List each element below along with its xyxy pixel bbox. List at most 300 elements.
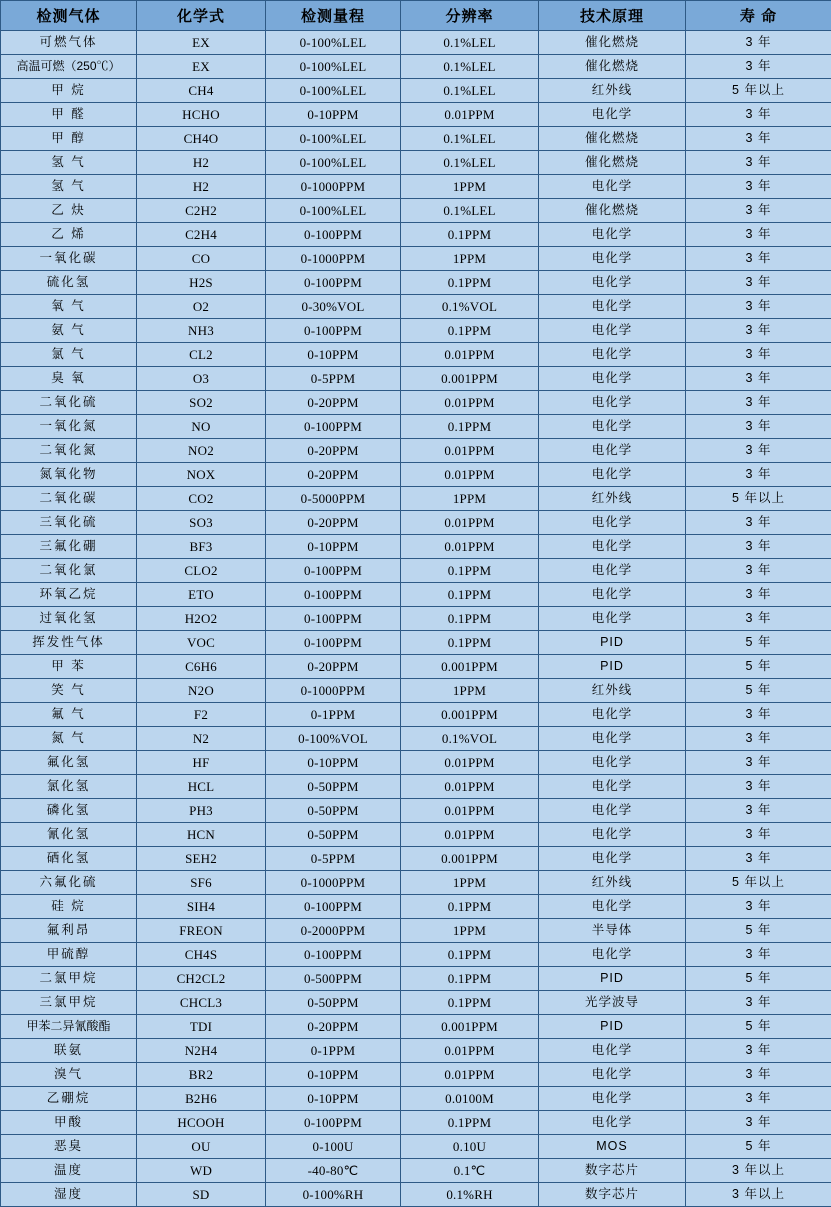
cell-gas-name: 一氧化碳 xyxy=(1,247,137,271)
cell-life: 3 年 xyxy=(686,223,831,247)
cell-formula: C2H4 xyxy=(137,223,266,247)
cell-formula: NO2 xyxy=(137,439,266,463)
cell-formula: NH3 xyxy=(137,319,266,343)
cell-range: 0-100PPM xyxy=(266,631,401,655)
cell-gas-name: 甲苯二异氰酸酯 xyxy=(1,1015,137,1039)
table-row xyxy=(1,895,831,919)
cell-life: 3 年 xyxy=(686,991,831,1015)
cell-gas-name: 恶臭 xyxy=(1,1135,137,1159)
cell-resolution: 0.01PPM xyxy=(401,511,539,535)
table-row xyxy=(1,271,831,295)
cell-formula: H2O2 xyxy=(137,607,266,631)
cell-principle: PID xyxy=(539,967,686,991)
cell-principle: 催化燃烧 xyxy=(539,55,686,79)
cell-principle: 电化学 xyxy=(539,1063,686,1087)
cell-principle: 电化学 xyxy=(539,799,686,823)
cell-formula: NOX xyxy=(137,463,266,487)
column-header-gas: 检测气体 xyxy=(1,1,137,31)
cell-life: 3 年 xyxy=(686,127,831,151)
cell-range: 0-20PPM xyxy=(266,463,401,487)
cell-range: 0-50PPM xyxy=(266,991,401,1015)
table-row xyxy=(1,919,831,943)
cell-principle: 电化学 xyxy=(539,583,686,607)
cell-principle: 红外线 xyxy=(539,487,686,511)
table-row xyxy=(1,727,831,751)
cell-resolution: 0.001PPM xyxy=(401,703,539,727)
cell-resolution: 1PPM xyxy=(401,175,539,199)
cell-range: 0-10PPM xyxy=(266,103,401,127)
cell-life: 3 年 xyxy=(686,415,831,439)
cell-principle: 催化燃烧 xyxy=(539,199,686,223)
cell-resolution: 0.1%LEL xyxy=(401,31,539,55)
table-row xyxy=(1,1159,831,1183)
cell-life: 3 年 xyxy=(686,367,831,391)
table-row xyxy=(1,847,831,871)
cell-range: -40-80℃ xyxy=(266,1159,401,1183)
cell-life: 3 年 xyxy=(686,1111,831,1135)
cell-gas-name: 甲硫醇 xyxy=(1,943,137,967)
cell-gas-name: 可燃气体 xyxy=(1,31,137,55)
cell-principle: PID xyxy=(539,631,686,655)
table-row xyxy=(1,55,831,79)
cell-range: 0-500PPM xyxy=(266,967,401,991)
cell-formula: H2 xyxy=(137,175,266,199)
cell-resolution: 1PPM xyxy=(401,487,539,511)
cell-range: 0-1000PPM xyxy=(266,871,401,895)
cell-principle: 电化学 xyxy=(539,319,686,343)
cell-principle: 催化燃烧 xyxy=(539,127,686,151)
table-row xyxy=(1,943,831,967)
cell-range: 0-100PPM xyxy=(266,943,401,967)
cell-gas-name: 二氧化硫 xyxy=(1,391,137,415)
column-header-life: 寿 命 xyxy=(686,1,831,31)
cell-formula: B2H6 xyxy=(137,1087,266,1111)
cell-range: 0-5000PPM xyxy=(266,487,401,511)
cell-resolution: 0.1PPM xyxy=(401,607,539,631)
column-header-resolution: 分辨率 xyxy=(401,1,539,31)
table-row xyxy=(1,1087,831,1111)
cell-life: 3 年 xyxy=(686,1039,831,1063)
cell-gas-name: 甲酸 xyxy=(1,1111,137,1135)
cell-range: 0-20PPM xyxy=(266,391,401,415)
cell-formula: C6H6 xyxy=(137,655,266,679)
cell-range: 0-100%RH xyxy=(266,1183,401,1207)
table-row xyxy=(1,79,831,103)
cell-life: 3 年 xyxy=(686,31,831,55)
cell-principle: 电化学 xyxy=(539,367,686,391)
cell-formula: F2 xyxy=(137,703,266,727)
table-row xyxy=(1,319,831,343)
table-row xyxy=(1,1135,831,1159)
cell-range: 0-100%LEL xyxy=(266,127,401,151)
cell-formula: HF xyxy=(137,751,266,775)
cell-principle: 电化学 xyxy=(539,271,686,295)
cell-formula: CH4 xyxy=(137,79,266,103)
table-row xyxy=(1,775,831,799)
cell-life: 5 年 xyxy=(686,919,831,943)
cell-life: 3 年 xyxy=(686,319,831,343)
cell-gas-name: 氟 气 xyxy=(1,703,137,727)
cell-gas-name: 甲 苯 xyxy=(1,655,137,679)
cell-formula: NO xyxy=(137,415,266,439)
cell-formula: SF6 xyxy=(137,871,266,895)
table-row xyxy=(1,871,831,895)
cell-formula: FREON xyxy=(137,919,266,943)
cell-principle: 电化学 xyxy=(539,103,686,127)
cell-life: 5 年 xyxy=(686,1135,831,1159)
table-header xyxy=(1,1,831,31)
cell-formula: H2S xyxy=(137,271,266,295)
cell-resolution: 0.001PPM xyxy=(401,1015,539,1039)
cell-gas-name: 三氧化硫 xyxy=(1,511,137,535)
cell-gas-name: 氮氧化物 xyxy=(1,463,137,487)
cell-range: 0-100PPM xyxy=(266,1111,401,1135)
cell-resolution: 0.1PPM xyxy=(401,895,539,919)
cell-resolution: 0.01PPM xyxy=(401,343,539,367)
cell-life: 3 年以上 xyxy=(686,1183,831,1207)
cell-life: 3 年 xyxy=(686,943,831,967)
cell-range: 0-2000PPM xyxy=(266,919,401,943)
cell-gas-name: 乙硼烷 xyxy=(1,1087,137,1111)
cell-range: 0-50PPM xyxy=(266,775,401,799)
cell-resolution: 0.1%LEL xyxy=(401,79,539,103)
cell-principle: 电化学 xyxy=(539,391,686,415)
cell-range: 0-10PPM xyxy=(266,343,401,367)
cell-life: 3 年 xyxy=(686,583,831,607)
table-row xyxy=(1,295,831,319)
cell-gas-name: 氢 气 xyxy=(1,151,137,175)
cell-principle: 电化学 xyxy=(539,295,686,319)
cell-gas-name: 温度 xyxy=(1,1159,137,1183)
cell-principle: 电化学 xyxy=(539,343,686,367)
cell-resolution: 0.001PPM xyxy=(401,655,539,679)
cell-life: 5 年以上 xyxy=(686,871,831,895)
cell-resolution: 0.01PPM xyxy=(401,103,539,127)
cell-gas-name: 二氧化氯 xyxy=(1,559,137,583)
table-row xyxy=(1,367,831,391)
cell-gas-name: 一氧化氮 xyxy=(1,415,137,439)
cell-formula: C2H2 xyxy=(137,199,266,223)
cell-principle: 电化学 xyxy=(539,175,686,199)
cell-range: 0-1000PPM xyxy=(266,679,401,703)
cell-principle: 电化学 xyxy=(539,943,686,967)
cell-formula: TDI xyxy=(137,1015,266,1039)
cell-life: 3 年 xyxy=(686,175,831,199)
cell-range: 0-100PPM xyxy=(266,607,401,631)
table-row xyxy=(1,343,831,367)
cell-gas-name: 湿度 xyxy=(1,1183,137,1207)
cell-gas-name: 溴气 xyxy=(1,1063,137,1087)
cell-principle: 电化学 xyxy=(539,1087,686,1111)
cell-life: 3 年 xyxy=(686,343,831,367)
cell-range: 0-100%VOL xyxy=(266,727,401,751)
cell-range: 0-20PPM xyxy=(266,655,401,679)
cell-resolution: 1PPM xyxy=(401,919,539,943)
cell-range: 0-100PPM xyxy=(266,319,401,343)
cell-range: 0-50PPM xyxy=(266,799,401,823)
cell-gas-name: 甲 烷 xyxy=(1,79,137,103)
cell-principle: 电化学 xyxy=(539,439,686,463)
table-header-row xyxy=(1,1,831,31)
cell-gas-name: 氰化氢 xyxy=(1,823,137,847)
column-header-principle: 技术原理 xyxy=(539,1,686,31)
table-row xyxy=(1,463,831,487)
cell-life: 3 年 xyxy=(686,199,831,223)
cell-formula: SEH2 xyxy=(137,847,266,871)
cell-gas-name: 氢 气 xyxy=(1,175,137,199)
cell-gas-name: 笑 气 xyxy=(1,679,137,703)
cell-gas-name: 二氯甲烷 xyxy=(1,967,137,991)
cell-life: 3 年 xyxy=(686,1063,831,1087)
cell-resolution: 0.001PPM xyxy=(401,847,539,871)
table-row xyxy=(1,1183,831,1207)
table-row xyxy=(1,799,831,823)
cell-principle: PID xyxy=(539,1015,686,1039)
cell-resolution: 0.10U xyxy=(401,1135,539,1159)
cell-formula: PH3 xyxy=(137,799,266,823)
cell-range: 0-100PPM xyxy=(266,415,401,439)
cell-resolution: 0.01PPM xyxy=(401,799,539,823)
cell-resolution: 0.1%VOL xyxy=(401,295,539,319)
cell-principle: 电化学 xyxy=(539,847,686,871)
column-header-formula: 化学式 xyxy=(137,1,266,31)
cell-life: 5 年 xyxy=(686,1015,831,1039)
cell-formula: N2H4 xyxy=(137,1039,266,1063)
cell-formula: CH4O xyxy=(137,127,266,151)
cell-principle: 红外线 xyxy=(539,871,686,895)
cell-principle: 催化燃烧 xyxy=(539,31,686,55)
table-row xyxy=(1,751,831,775)
table-row xyxy=(1,679,831,703)
cell-gas-name: 乙 炔 xyxy=(1,199,137,223)
cell-life: 3 年 xyxy=(686,1087,831,1111)
cell-life: 5 年以上 xyxy=(686,79,831,103)
cell-principle: PID xyxy=(539,655,686,679)
cell-life: 3 年 xyxy=(686,103,831,127)
cell-principle: 红外线 xyxy=(539,79,686,103)
cell-formula: OU xyxy=(137,1135,266,1159)
cell-principle: 电化学 xyxy=(539,559,686,583)
cell-range: 0-100PPM xyxy=(266,271,401,295)
table-row xyxy=(1,415,831,439)
cell-principle: 催化燃烧 xyxy=(539,151,686,175)
cell-life: 5 年 xyxy=(686,967,831,991)
cell-gas-name: 硅 烷 xyxy=(1,895,137,919)
cell-life: 3 年 xyxy=(686,391,831,415)
cell-formula: N2O xyxy=(137,679,266,703)
cell-gas-name: 联氨 xyxy=(1,1039,137,1063)
cell-life: 3 年 xyxy=(686,751,831,775)
cell-gas-name: 氯化氢 xyxy=(1,775,137,799)
cell-life: 3 年 xyxy=(686,607,831,631)
cell-gas-name: 二氧化氮 xyxy=(1,439,137,463)
cell-range: 0-100PPM xyxy=(266,895,401,919)
cell-gas-name: 三氟化硼 xyxy=(1,535,137,559)
table-row xyxy=(1,487,831,511)
table-row xyxy=(1,631,831,655)
table-row xyxy=(1,583,831,607)
table-row xyxy=(1,967,831,991)
cell-formula: HCN xyxy=(137,823,266,847)
cell-principle: 电化学 xyxy=(539,823,686,847)
cell-formula: HCOOH xyxy=(137,1111,266,1135)
cell-life: 5 年 xyxy=(686,655,831,679)
cell-formula: CH4S xyxy=(137,943,266,967)
cell-range: 0-100%LEL xyxy=(266,79,401,103)
table-row xyxy=(1,511,831,535)
cell-principle: 电化学 xyxy=(539,1039,686,1063)
cell-gas-name: 氯 气 xyxy=(1,343,137,367)
cell-life: 3 年 xyxy=(686,439,831,463)
cell-life: 3 年 xyxy=(686,463,831,487)
cell-range: 0-10PPM xyxy=(266,1063,401,1087)
cell-life: 3 年 xyxy=(686,727,831,751)
table-row xyxy=(1,391,831,415)
cell-range: 0-100PPM xyxy=(266,223,401,247)
cell-range: 0-20PPM xyxy=(266,511,401,535)
table-row xyxy=(1,991,831,1015)
cell-resolution: 0.01PPM xyxy=(401,751,539,775)
table-row xyxy=(1,199,831,223)
table-row xyxy=(1,175,831,199)
cell-formula: SD xyxy=(137,1183,266,1207)
cell-gas-name: 氨 气 xyxy=(1,319,137,343)
cell-principle: 电化学 xyxy=(539,463,686,487)
cell-principle: 电化学 xyxy=(539,607,686,631)
cell-resolution: 0.01PPM xyxy=(401,1039,539,1063)
cell-formula: SIH4 xyxy=(137,895,266,919)
cell-resolution: 0.1PPM xyxy=(401,559,539,583)
table-row xyxy=(1,607,831,631)
cell-life: 3 年 xyxy=(686,247,831,271)
cell-range: 0-100%LEL xyxy=(266,31,401,55)
cell-gas-name: 二氧化碳 xyxy=(1,487,137,511)
cell-resolution: 0.1PPM xyxy=(401,991,539,1015)
cell-resolution: 0.1PPM xyxy=(401,415,539,439)
cell-life: 5 年 xyxy=(686,679,831,703)
table-row xyxy=(1,439,831,463)
cell-resolution: 0.01PPM xyxy=(401,535,539,559)
cell-resolution: 0.1PPM xyxy=(401,223,539,247)
cell-resolution: 0.01PPM xyxy=(401,463,539,487)
cell-resolution: 0.1%LEL xyxy=(401,55,539,79)
cell-gas-name: 臭 氧 xyxy=(1,367,137,391)
cell-principle: 电化学 xyxy=(539,703,686,727)
cell-formula: CH2CL2 xyxy=(137,967,266,991)
table-row xyxy=(1,559,831,583)
table-body xyxy=(1,31,831,1207)
cell-range: 0-1PPM xyxy=(266,1039,401,1063)
cell-resolution: 1PPM xyxy=(401,871,539,895)
cell-formula: CHCL3 xyxy=(137,991,266,1015)
cell-gas-name: 甲 醇 xyxy=(1,127,137,151)
cell-principle: 电化学 xyxy=(539,535,686,559)
cell-range: 0-1000PPM xyxy=(266,247,401,271)
cell-gas-name: 过氧化氢 xyxy=(1,607,137,631)
cell-life: 3 年 xyxy=(686,295,831,319)
cell-principle: 电化学 xyxy=(539,895,686,919)
cell-life: 3 年 xyxy=(686,535,831,559)
cell-formula: SO3 xyxy=(137,511,266,535)
table-row xyxy=(1,655,831,679)
cell-range: 0-1000PPM xyxy=(266,175,401,199)
cell-gas-name: 乙 烯 xyxy=(1,223,137,247)
cell-life: 3 年 xyxy=(686,823,831,847)
cell-formula: O2 xyxy=(137,295,266,319)
table-row xyxy=(1,1015,831,1039)
cell-principle: 光学波导 xyxy=(539,991,686,1015)
cell-resolution: 0.1℃ xyxy=(401,1159,539,1183)
cell-formula: BR2 xyxy=(137,1063,266,1087)
cell-principle: 电化学 xyxy=(539,775,686,799)
cell-formula: HCHO xyxy=(137,103,266,127)
cell-principle: 数字芯片 xyxy=(539,1159,686,1183)
cell-gas-name: 六氟化硫 xyxy=(1,871,137,895)
cell-gas-name: 氟利昂 xyxy=(1,919,137,943)
cell-formula: O3 xyxy=(137,367,266,391)
table-row xyxy=(1,823,831,847)
cell-resolution: 0.1PPM xyxy=(401,271,539,295)
cell-gas-name: 三氯甲烷 xyxy=(1,991,137,1015)
cell-gas-name: 氧 气 xyxy=(1,295,137,319)
cell-resolution: 0.1PPM xyxy=(401,631,539,655)
table-row xyxy=(1,127,831,151)
cell-life: 3 年 xyxy=(686,847,831,871)
cell-principle: 电化学 xyxy=(539,247,686,271)
cell-range: 0-20PPM xyxy=(266,439,401,463)
cell-range: 0-30%VOL xyxy=(266,295,401,319)
table-row xyxy=(1,535,831,559)
table-row xyxy=(1,31,831,55)
cell-life: 3 年 xyxy=(686,271,831,295)
cell-resolution: 0.1PPM xyxy=(401,319,539,343)
cell-formula: CL2 xyxy=(137,343,266,367)
cell-formula: N2 xyxy=(137,727,266,751)
table-row xyxy=(1,1039,831,1063)
cell-formula: H2 xyxy=(137,151,266,175)
cell-life: 5 年以上 xyxy=(686,487,831,511)
cell-gas-name: 甲 醛 xyxy=(1,103,137,127)
cell-resolution: 0.1%LEL xyxy=(401,199,539,223)
cell-resolution: 0.01PPM xyxy=(401,823,539,847)
table-row xyxy=(1,151,831,175)
cell-formula: CO xyxy=(137,247,266,271)
cell-range: 0-10PPM xyxy=(266,1087,401,1111)
cell-formula: HCL xyxy=(137,775,266,799)
cell-gas-name: 高温可燃（250℃） xyxy=(1,55,137,79)
table-row xyxy=(1,247,831,271)
cell-formula: VOC xyxy=(137,631,266,655)
cell-resolution: 0.1PPM xyxy=(401,943,539,967)
cell-gas-name: 磷化氢 xyxy=(1,799,137,823)
cell-life: 3 年 xyxy=(686,775,831,799)
table-row xyxy=(1,703,831,727)
cell-principle: 电化学 xyxy=(539,1111,686,1135)
cell-resolution: 0.01PPM xyxy=(401,1063,539,1087)
cell-principle: 电化学 xyxy=(539,223,686,247)
cell-life: 3 年 xyxy=(686,703,831,727)
cell-formula: BF3 xyxy=(137,535,266,559)
cell-formula: EX xyxy=(137,55,266,79)
column-header-range: 检测量程 xyxy=(266,1,401,31)
cell-range: 0-5PPM xyxy=(266,367,401,391)
cell-range: 0-10PPM xyxy=(266,535,401,559)
cell-life: 3 年 xyxy=(686,511,831,535)
cell-formula: WD xyxy=(137,1159,266,1183)
cell-range: 0-100%LEL xyxy=(266,55,401,79)
cell-life: 3 年 xyxy=(686,895,831,919)
table-row xyxy=(1,223,831,247)
